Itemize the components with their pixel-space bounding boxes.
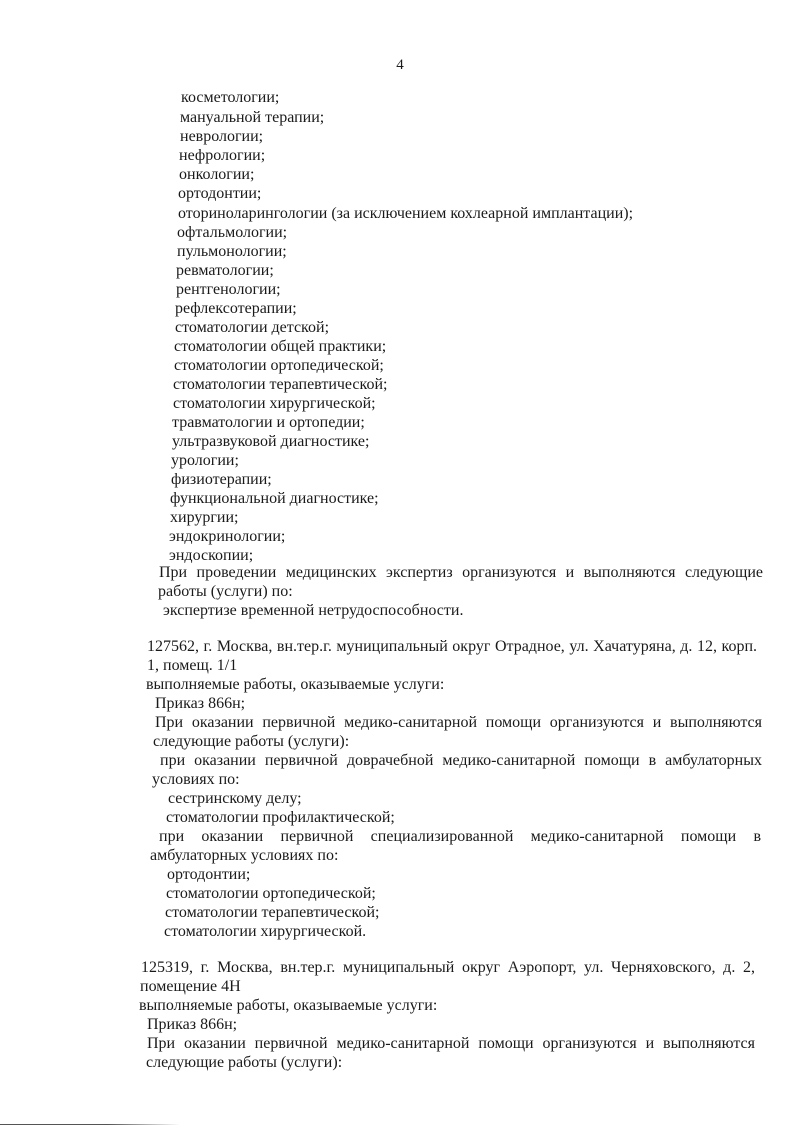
address-1-primary-care-continuation: следующие работы (услуги): xyxy=(153,733,350,750)
specialty-item: пульмонологии; xyxy=(177,243,287,260)
specialty-item: ревматологии; xyxy=(176,262,274,279)
address-1-prehospital-item: сестринскому делу; xyxy=(168,790,302,807)
address-2-line-2: помещение 4Н xyxy=(140,978,241,995)
specialty-item: эндоскопии; xyxy=(169,547,254,564)
address-2-order: Приказ 866н; xyxy=(147,1016,238,1033)
expertise-intro-continuation: работы (услуги) по: xyxy=(158,583,293,600)
address-1-primary-care: При оказании первичной медико-санитарной помощи организуются и выполняются xyxy=(155,714,762,731)
specialty-item: оториноларингологии (за исключением кохлеарной имплантации); xyxy=(178,205,634,222)
address-1-order: Приказ 866н; xyxy=(155,695,246,712)
address-1-works-heading: выполняемые работы, оказываемые услуги: xyxy=(146,676,445,693)
address-1-line-1: 127562, г. Москва, вн.тер.г. муниципальный округ Отрадное, ул. Хачатуряна, д. 12, корп. xyxy=(147,638,757,655)
page-number: 4 xyxy=(396,57,404,73)
specialty-item: функциональной диагностике; xyxy=(170,490,379,507)
specialty-item: урологии; xyxy=(171,452,239,469)
specialty-item: мануальной терапии; xyxy=(180,109,325,126)
specialty-item: травматологии и ортопедии; xyxy=(172,414,365,431)
specialty-item: косметологии; xyxy=(181,89,280,106)
specialty-item: эндокринологии; xyxy=(169,528,286,545)
expertise-item: экспертизе временной нетрудоспособности. xyxy=(163,602,464,619)
specialty-item: физиотерапии; xyxy=(171,471,272,488)
specialty-item: нефрологии; xyxy=(179,147,266,164)
specialty-item: ортодонтии; xyxy=(178,185,262,202)
address-1-specialized-item: ортодонтии; xyxy=(167,866,251,883)
address-2-line-1: 125319, г. Москва, вн.тер.г. муниципальный округ Аэропорт, ул. Черняховского, д. 2, xyxy=(141,959,755,976)
address-1-prehospital-care-continuation: условиях по: xyxy=(152,771,240,788)
specialty-item: рефлексотерапии; xyxy=(175,300,297,317)
address-1-line-2: 1, помещ. 1/1 xyxy=(147,657,238,674)
address-1-prehospital-item: стоматологии профилактической; xyxy=(166,809,395,826)
scan-edge-rule xyxy=(0,1124,180,1125)
specialty-item: неврологии; xyxy=(180,128,264,145)
expertise-intro: При проведении медицинских экспертиз организуются и выполняются следующие xyxy=(159,564,763,581)
specialty-item: офтальмологии; xyxy=(177,224,288,241)
address-1-prehospital-care: при оказании первичной доврачебной медико-санитарной помощи в амбулаторных xyxy=(160,752,762,769)
address-2-works-heading: выполняемые работы, оказываемые услуги: xyxy=(139,997,438,1014)
specialty-item: стоматологии хирургической; xyxy=(173,395,376,412)
address-1-specialized-care: при оказании первичной специализированной медико-санитарной помощи в xyxy=(159,828,761,845)
address-2-primary-care: При оказании первичной медико-санитарной помощи организуются и выполняются xyxy=(147,1035,755,1052)
address-1-specialized-care-continuation: амбулаторных условиях по: xyxy=(150,847,339,864)
specialty-item: рентгенологии; xyxy=(176,281,281,298)
specialty-item: стоматологии терапевтической; xyxy=(173,376,388,393)
address-1-specialized-item: стоматологии ортопедической; xyxy=(166,885,376,902)
specialty-item: онкологии; xyxy=(179,166,255,183)
address-2-primary-care-continuation: следующие работы (услуги): xyxy=(146,1054,343,1071)
specialty-item: стоматологии детской; xyxy=(175,319,330,336)
specialty-item: стоматологии общей практики; xyxy=(174,338,387,355)
specialty-item: ультразвуковой диагностике; xyxy=(172,433,370,450)
specialty-item: стоматологии ортопедической; xyxy=(174,357,384,374)
address-1-specialized-item: стоматологии хирургической. xyxy=(164,923,367,940)
specialty-item: хирургии; xyxy=(170,509,239,526)
address-1-specialized-item: стоматологии терапевтической; xyxy=(165,904,380,921)
